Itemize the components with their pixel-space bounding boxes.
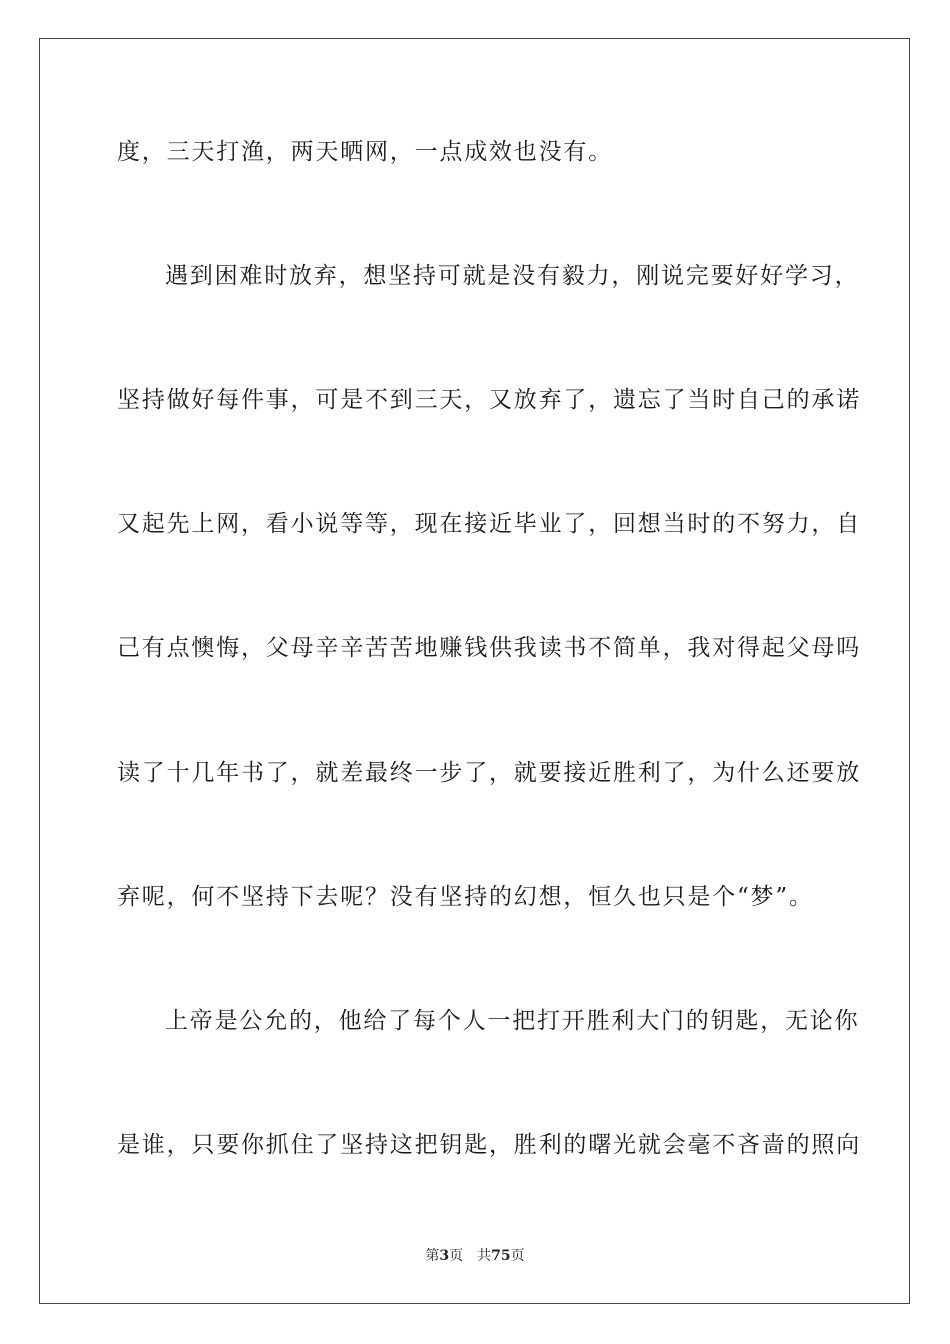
page-footer [0, 1247, 950, 1265]
text-line-3: 坚持做好每件事，可是不到三天，又放弃了，遗忘了当时自己的承诺 [117, 387, 861, 413]
page-border [39, 38, 910, 1304]
text-line-2: 遇到困难时放弃，想坚持可就是没有毅力，刚说完要好好学习， [165, 263, 860, 289]
text-line-9: 是谁，只要你抓住了坚持这把钥匙，胜利的曙光就会毫不吝啬的照向 [117, 1132, 861, 1158]
total-prefix: 共 [477, 1248, 492, 1264]
text-line-6: 读了十几年书了，就差最终一步了，就要接近胜利了，为什么还要放 [117, 760, 861, 786]
page-number: 3 [439, 1248, 450, 1264]
text-line-1: 度，三天打渔，两天晒网，一点成效也没有。 [117, 139, 613, 165]
total-pages: 75 [491, 1248, 511, 1264]
page-suffix: 页 [449, 1248, 464, 1264]
text-line-4: 又起先上网，看小说等等，现在接近毕业了，回想当时的不努力，自 [117, 511, 861, 537]
page-prefix: 第 [425, 1248, 440, 1264]
text-line-5: 己有点懊悔，父母辛辛苦苦地赚钱供我读书不简单，我对得起父母吗 [117, 635, 861, 661]
text-line-8: 上帝是公允的，他给了每个人一把打开胜利大门的钥匙，无论你 [165, 1008, 860, 1034]
text-line-7: 弃呢，何不坚持下去呢？没有坚持的幻想，恒久也只是个“梦”。 [117, 884, 814, 910]
total-suffix: 页 [510, 1248, 525, 1264]
